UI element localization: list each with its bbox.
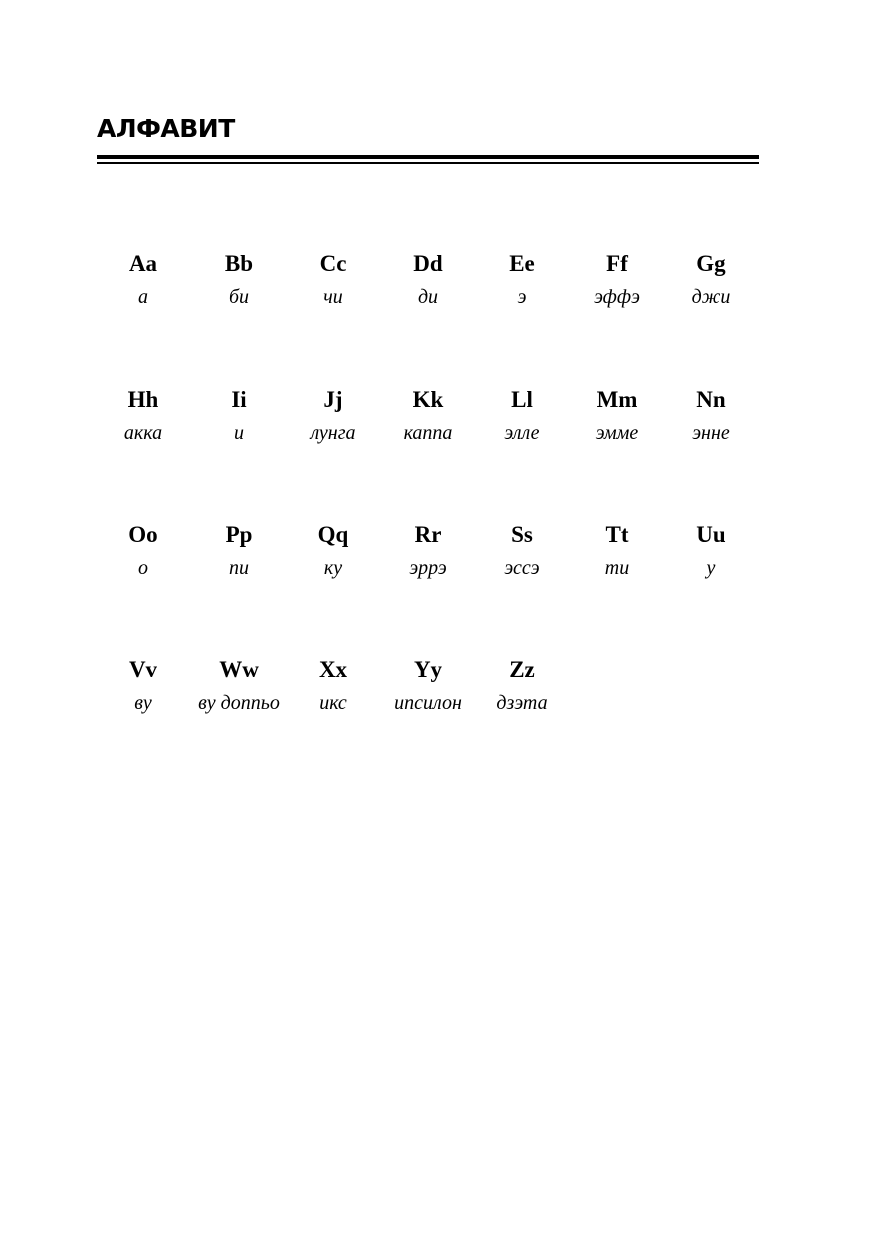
letter-glyph: Ss (511, 522, 533, 547)
letter-name: о (138, 557, 148, 579)
letter-glyph: Ff (606, 251, 628, 276)
letter-name: эррэ (409, 557, 447, 579)
letter-name: дзэта (496, 692, 548, 714)
letter-name: эффэ (594, 286, 640, 308)
letter-glyph: Pp (225, 522, 253, 547)
letter-cell (475, 385, 569, 448)
alphabet-row (96, 385, 760, 495)
letter-name: а (138, 286, 148, 308)
letter-cell (570, 520, 664, 583)
letter-name: чи (323, 286, 343, 308)
letter-name: каппа (403, 422, 453, 444)
letter-name: ипсилон (394, 692, 462, 714)
letter-cell (192, 249, 286, 312)
letter-cell (286, 385, 380, 448)
letter-cell (475, 249, 569, 312)
letter-cell (664, 249, 758, 312)
letter-glyph: Jj (323, 387, 343, 412)
letter-name: э (517, 286, 527, 308)
letter-cell (381, 520, 475, 583)
letter-glyph: Xx (318, 657, 348, 682)
letter-cell (192, 655, 286, 718)
letter-glyph: Ww (219, 657, 259, 682)
letter-name: джи (691, 286, 731, 308)
letter-name: у (706, 557, 716, 579)
letter-glyph: Hh (127, 387, 159, 412)
letter-name: икс (319, 692, 347, 714)
letter-cell (96, 655, 190, 718)
letter-cell (286, 249, 380, 312)
page-title: АЛФАВИТ (97, 114, 235, 143)
letter-glyph: Bb (224, 251, 254, 276)
letter-cell (381, 385, 475, 448)
letter-name: ву доппьо (198, 692, 280, 714)
letter-cell (96, 385, 190, 448)
letter-glyph: Ee (509, 251, 535, 276)
letter-glyph: Oo (128, 522, 158, 547)
letter-cell (570, 385, 664, 448)
alphabet-row (96, 520, 760, 630)
letter-cell (96, 249, 190, 312)
letter-glyph: Cc (319, 251, 347, 276)
letter-cell (570, 249, 664, 312)
letter-name: эмме (595, 422, 639, 444)
letter-glyph: Kk (412, 387, 444, 412)
letter-name: ди (417, 286, 439, 308)
letter-cell (286, 520, 380, 583)
letter-cell (192, 385, 286, 448)
title-divider-thick (97, 155, 759, 159)
letter-cell (381, 655, 475, 718)
letter-name: ву (134, 692, 152, 714)
letter-name: и (234, 422, 244, 444)
letter-name: энне (692, 422, 730, 444)
letter-name: элле (504, 422, 540, 444)
letter-name: би (228, 286, 250, 308)
letter-glyph: Aa (128, 251, 158, 276)
alphabet-row (96, 655, 760, 765)
letter-glyph: Dd (413, 251, 443, 276)
alphabet-row (96, 249, 760, 359)
letter-glyph: Uu (696, 522, 726, 547)
letter-name: ку (323, 557, 343, 579)
letter-cell (664, 385, 758, 448)
letter-glyph: Gg (696, 251, 726, 276)
letter-cell (192, 520, 286, 583)
letter-glyph: Nn (696, 387, 726, 412)
letter-name: эссэ (504, 557, 540, 579)
letter-glyph: Mm (596, 387, 638, 412)
letter-glyph: Tt (605, 522, 629, 547)
letter-glyph: Qq (317, 522, 349, 547)
letter-cell (381, 249, 475, 312)
letter-name: акка (123, 422, 163, 444)
letter-name: лунга (310, 422, 356, 444)
letter-cell (96, 520, 190, 583)
letter-glyph: Ll (511, 387, 533, 412)
letter-glyph: Zz (509, 657, 535, 682)
letter-glyph: Ii (231, 387, 247, 412)
letter-cell (475, 520, 569, 583)
letter-glyph: Rr (414, 522, 442, 547)
letter-cell (475, 655, 569, 718)
letter-glyph: Vv (128, 657, 158, 682)
letter-cell (286, 655, 380, 718)
letter-cell (664, 520, 758, 583)
letter-glyph: Yy (413, 657, 443, 682)
letter-name: пи (229, 557, 249, 579)
title-divider-thin (97, 162, 759, 164)
letter-name: ти (604, 557, 630, 579)
